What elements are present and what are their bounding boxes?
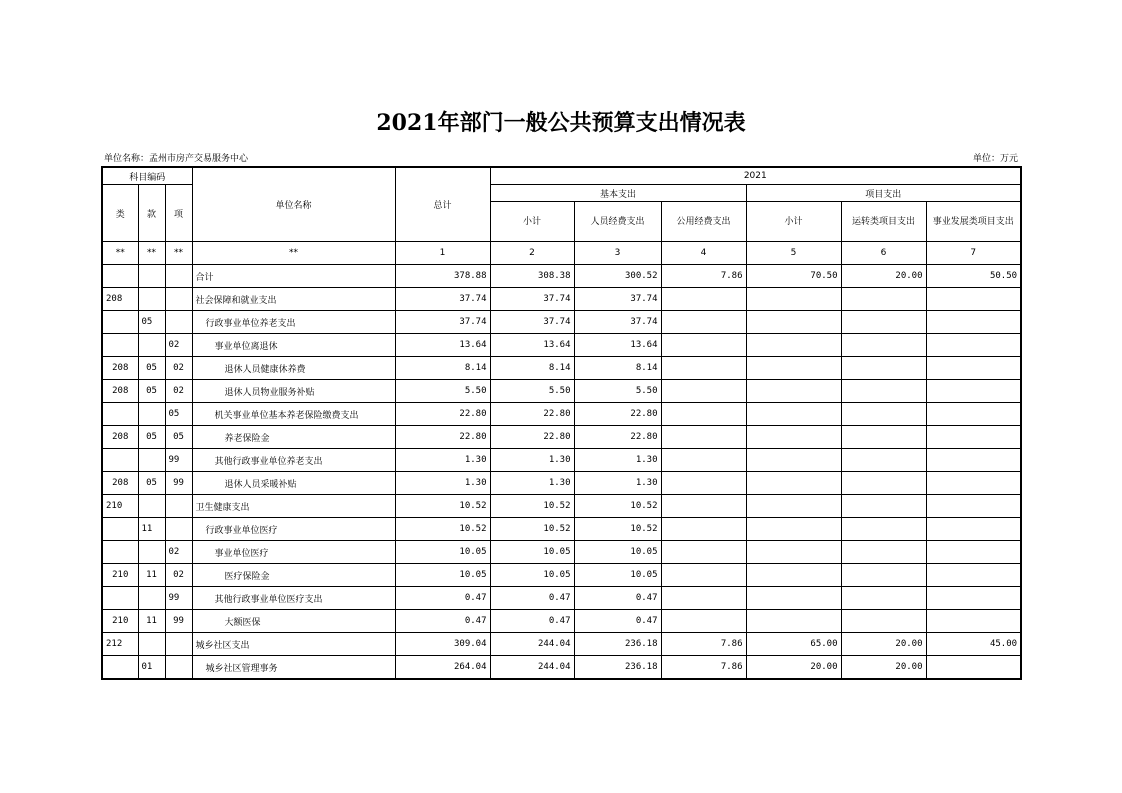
total-cell: 22.80 <box>395 403 490 426</box>
basic-subtotal-cell: 10.05 <box>490 541 574 564</box>
total-cell: 0.47 <box>395 610 490 633</box>
transfer-project-cell: 20.00 <box>841 265 926 288</box>
table-row <box>102 610 1021 633</box>
xiang-code-cell <box>165 495 192 518</box>
transfer-project-cell <box>841 610 926 633</box>
xiang-code-cell: 05 <box>165 403 192 426</box>
personnel-expense-cell: 8.14 <box>574 357 661 380</box>
project-subtotal-cell <box>746 564 841 587</box>
public-expense-cell: 7.86 <box>661 265 746 288</box>
basic-subtotal-cell: 10.52 <box>490 518 574 541</box>
transfer-project-cell <box>841 518 926 541</box>
index-row <box>102 242 1021 265</box>
lei-code-cell <box>102 311 138 334</box>
transfer-project-cell <box>841 587 926 610</box>
lei-header: 类 <box>102 185 138 242</box>
public-expense-cell <box>661 587 746 610</box>
lei-code-cell: 208 <box>102 472 138 495</box>
index-cell: 2 <box>490 242 574 265</box>
unit-name-header: 单位名称 <box>192 167 395 242</box>
public-expense-cell <box>661 449 746 472</box>
index-cell: 7 <box>926 242 1021 265</box>
table-row <box>102 265 1021 288</box>
table-row <box>102 380 1021 403</box>
transfer-project-cell <box>841 403 926 426</box>
basic-subtotal-header: 小计 <box>490 202 574 242</box>
development-project-cell <box>926 656 1021 680</box>
kuan-code-cell: 01 <box>138 656 165 680</box>
personnel-expense-cell: 5.50 <box>574 380 661 403</box>
total-cell: 10.52 <box>395 495 490 518</box>
table-row <box>102 403 1021 426</box>
total-cell: 5.50 <box>395 380 490 403</box>
public-expense-cell <box>661 518 746 541</box>
personnel-expense-cell: 10.05 <box>574 541 661 564</box>
currency-unit-label: 单位：万元 <box>972 154 1018 164</box>
table-row <box>102 518 1021 541</box>
transfer-project-cell <box>841 564 926 587</box>
index-cell: ** <box>165 242 192 265</box>
basic-subtotal-cell: 244.04 <box>490 633 574 656</box>
total-cell: 22.80 <box>395 426 490 449</box>
total-cell: 37.74 <box>395 311 490 334</box>
development-project-cell <box>926 334 1021 357</box>
basic-expense-header: 基本支出 <box>490 185 746 202</box>
xiang-code-cell: 02 <box>165 380 192 403</box>
project-subtotal-cell <box>746 541 841 564</box>
transfer-project-cell: 20.00 <box>841 656 926 680</box>
project-subtotal-cell <box>746 518 841 541</box>
table-row <box>102 495 1021 518</box>
table-row <box>102 288 1021 311</box>
xiang-code-cell: 05 <box>165 426 192 449</box>
table-row <box>102 472 1021 495</box>
row-name-cell: 城乡社区管理事务 <box>192 656 395 680</box>
development-project-cell <box>926 472 1021 495</box>
personnel-expense-cell: 22.80 <box>574 426 661 449</box>
development-project-cell <box>926 541 1021 564</box>
total-cell: 10.05 <box>395 541 490 564</box>
basic-subtotal-cell: 10.05 <box>490 564 574 587</box>
index-cell: ** <box>192 242 395 265</box>
basic-subtotal-cell: 13.64 <box>490 334 574 357</box>
kuan-code-cell: 11 <box>138 564 165 587</box>
total-cell: 1.30 <box>395 449 490 472</box>
public-expense-cell <box>661 426 746 449</box>
public-expense-cell <box>661 610 746 633</box>
personnel-expense-cell: 300.52 <box>574 265 661 288</box>
transfer-project-cell <box>841 288 926 311</box>
kuan-code-cell <box>138 288 165 311</box>
xiang-code-cell <box>165 288 192 311</box>
lei-code-cell <box>102 334 138 357</box>
transfer-project-cell <box>841 311 926 334</box>
personnel-expense-header: 人员经费支出 <box>574 202 661 242</box>
transfer-project-cell <box>841 334 926 357</box>
basic-subtotal-cell: 5.50 <box>490 380 574 403</box>
row-name-cell: 退休人员物业服务补贴 <box>192 380 395 403</box>
index-cell: 3 <box>574 242 661 265</box>
development-project-cell <box>926 495 1021 518</box>
basic-subtotal-cell: 22.80 <box>490 426 574 449</box>
development-project-cell <box>926 449 1021 472</box>
project-subtotal-cell: 65.00 <box>746 633 841 656</box>
transfer-project-cell <box>841 472 926 495</box>
kuan-code-cell <box>138 334 165 357</box>
index-cell: 6 <box>841 242 926 265</box>
index-cell: 4 <box>661 242 746 265</box>
transfer-project-cell <box>841 541 926 564</box>
lei-code-cell: 208 <box>102 426 138 449</box>
budget-table <box>101 166 1022 680</box>
row-name-cell: 合计 <box>192 265 395 288</box>
total-header: 总计 <box>395 167 490 242</box>
development-project-cell <box>926 610 1021 633</box>
lei-code-cell: 210 <box>102 495 138 518</box>
lei-code-cell <box>102 518 138 541</box>
row-name-cell: 其他行政事业单位医疗支出 <box>192 587 395 610</box>
development-project-cell <box>926 311 1021 334</box>
table-row <box>102 426 1021 449</box>
transfer-project-cell <box>841 380 926 403</box>
development-project-cell <box>926 587 1021 610</box>
lei-code-cell <box>102 587 138 610</box>
project-subtotal-cell <box>746 495 841 518</box>
basic-subtotal-cell: 0.47 <box>490 610 574 633</box>
kuan-code-cell: 11 <box>138 610 165 633</box>
lei-code-cell: 210 <box>102 564 138 587</box>
transfer-project-cell <box>841 426 926 449</box>
kuan-code-cell <box>138 495 165 518</box>
basic-subtotal-cell: 308.38 <box>490 265 574 288</box>
total-cell: 0.47 <box>395 587 490 610</box>
lei-code-cell <box>102 265 138 288</box>
row-name-cell: 机关事业单位基本养老保险缴费支出 <box>192 403 395 426</box>
public-expense-cell <box>661 357 746 380</box>
table-row <box>102 449 1021 472</box>
kuan-code-cell: 11 <box>138 518 165 541</box>
development-project-cell: 45.00 <box>926 633 1021 656</box>
public-expense-cell <box>661 288 746 311</box>
kuan-code-cell <box>138 449 165 472</box>
xiang-code-cell: 99 <box>165 587 192 610</box>
project-subtotal-cell <box>746 449 841 472</box>
basic-subtotal-cell: 0.47 <box>490 587 574 610</box>
basic-subtotal-cell: 22.80 <box>490 403 574 426</box>
project-subtotal-cell <box>746 610 841 633</box>
xiang-code-cell: 02 <box>165 334 192 357</box>
public-expense-cell <box>661 403 746 426</box>
total-cell: 1.30 <box>395 472 490 495</box>
personnel-expense-cell: 1.30 <box>574 472 661 495</box>
project-subtotal-cell <box>746 288 841 311</box>
project-subtotal-cell <box>746 334 841 357</box>
kuan-code-cell <box>138 587 165 610</box>
lei-code-cell: 208 <box>102 288 138 311</box>
xiang-code-cell <box>165 656 192 680</box>
total-cell: 8.14 <box>395 357 490 380</box>
public-expense-cell: 7.86 <box>661 656 746 680</box>
personnel-expense-cell: 0.47 <box>574 610 661 633</box>
xiang-code-cell <box>165 311 192 334</box>
kuan-code-cell: 05 <box>138 311 165 334</box>
xiang-code-cell: 02 <box>165 357 192 380</box>
transfer-project-cell <box>841 495 926 518</box>
public-expense-cell <box>661 334 746 357</box>
xiang-header: 项 <box>165 185 192 242</box>
row-name-cell: 医疗保险金 <box>192 564 395 587</box>
project-subtotal-cell <box>746 426 841 449</box>
lei-code-cell <box>102 656 138 680</box>
kuan-code-cell <box>138 403 165 426</box>
table-row <box>102 311 1021 334</box>
public-expense-cell <box>661 311 746 334</box>
basic-subtotal-cell: 8.14 <box>490 357 574 380</box>
kuan-code-cell: 05 <box>138 380 165 403</box>
kuan-code-cell <box>138 541 165 564</box>
personnel-expense-cell: 10.52 <box>574 518 661 541</box>
year-header: 2021 <box>490 167 1021 185</box>
project-subtotal-cell <box>746 311 841 334</box>
public-expense-cell <box>661 495 746 518</box>
personnel-expense-cell: 1.30 <box>574 449 661 472</box>
lei-code-cell: 208 <box>102 380 138 403</box>
xiang-code-cell: 99 <box>165 610 192 633</box>
table-header <box>102 167 1021 265</box>
table-row <box>102 541 1021 564</box>
xiang-code-cell <box>165 633 192 656</box>
basic-subtotal-cell: 10.52 <box>490 495 574 518</box>
row-name-cell: 事业单位医疗 <box>192 541 395 564</box>
lei-code-cell: 212 <box>102 633 138 656</box>
public-expense-cell: 7.86 <box>661 633 746 656</box>
development-project-cell <box>926 357 1021 380</box>
xiang-code-cell: 02 <box>165 564 192 587</box>
unit-name-label: 单位名称：孟州市房产交易服务中心 <box>104 154 249 164</box>
project-subtotal-cell <box>746 587 841 610</box>
table-row <box>102 633 1021 656</box>
personnel-expense-cell: 10.05 <box>574 564 661 587</box>
transfer-project-cell <box>841 357 926 380</box>
row-name-cell: 大额医保 <box>192 610 395 633</box>
public-expense-cell <box>661 541 746 564</box>
project-subtotal-cell: 70.50 <box>746 265 841 288</box>
transfer-project-cell: 20.00 <box>841 633 926 656</box>
personnel-expense-cell: 236.18 <box>574 656 661 680</box>
kuan-header: 款 <box>138 185 165 242</box>
xiang-code-cell <box>165 265 192 288</box>
basic-subtotal-cell: 1.30 <box>490 472 574 495</box>
index-cell: 1 <box>395 242 490 265</box>
row-name-cell: 其他行政事业单位养老支出 <box>192 449 395 472</box>
basic-subtotal-cell: 244.04 <box>490 656 574 680</box>
total-cell: 10.52 <box>395 518 490 541</box>
kuan-code-cell <box>138 633 165 656</box>
basic-subtotal-cell: 37.74 <box>490 288 574 311</box>
table-row <box>102 656 1021 680</box>
total-cell: 264.04 <box>395 656 490 680</box>
project-subtotal-cell: 20.00 <box>746 656 841 680</box>
xiang-code-cell <box>165 518 192 541</box>
personnel-expense-cell: 10.52 <box>574 495 661 518</box>
total-cell: 37.74 <box>395 288 490 311</box>
lei-code-cell <box>102 403 138 426</box>
row-name-cell: 社会保障和就业支出 <box>192 288 395 311</box>
table-row <box>102 334 1021 357</box>
personnel-expense-cell: 22.80 <box>574 403 661 426</box>
project-subtotal-cell <box>746 380 841 403</box>
transfer-project-cell <box>841 449 926 472</box>
table-row <box>102 587 1021 610</box>
index-cell: ** <box>102 242 138 265</box>
personnel-expense-cell: 236.18 <box>574 633 661 656</box>
project-subtotal-cell <box>746 403 841 426</box>
public-expense-cell <box>661 380 746 403</box>
index-cell: 5 <box>746 242 841 265</box>
row-name-cell: 事业单位离退休 <box>192 334 395 357</box>
personnel-expense-cell: 0.47 <box>574 587 661 610</box>
row-name-cell: 城乡社区支出 <box>192 633 395 656</box>
table-body <box>102 265 1021 680</box>
kuan-code-cell: 05 <box>138 426 165 449</box>
development-project-cell <box>926 426 1021 449</box>
xiang-code-cell: 02 <box>165 541 192 564</box>
row-name-cell: 退休人员采暖补贴 <box>192 472 395 495</box>
project-subtotal-header: 小计 <box>746 202 841 242</box>
development-project-cell <box>926 518 1021 541</box>
kuan-code-cell: 05 <box>138 472 165 495</box>
index-cell: ** <box>138 242 165 265</box>
project-subtotal-cell <box>746 357 841 380</box>
kuan-code-cell <box>138 265 165 288</box>
development-project-cell: 50.50 <box>926 265 1021 288</box>
row-name-cell: 卫生健康支出 <box>192 495 395 518</box>
basic-subtotal-cell: 1.30 <box>490 449 574 472</box>
public-expense-header: 公用经费支出 <box>661 202 746 242</box>
table-row <box>102 357 1021 380</box>
row-name-cell: 退休人员健康休养费 <box>192 357 395 380</box>
transfer-project-header: 运转类项目支出 <box>841 202 926 242</box>
total-cell: 10.05 <box>395 564 490 587</box>
kuan-code-cell: 05 <box>138 357 165 380</box>
lei-code-cell: 210 <box>102 610 138 633</box>
basic-subtotal-cell: 37.74 <box>490 311 574 334</box>
lei-code-cell <box>102 541 138 564</box>
project-expense-header: 项目支出 <box>746 185 1021 202</box>
development-project-cell <box>926 564 1021 587</box>
public-expense-cell <box>661 564 746 587</box>
page-title: 2021年部门一般公共预算支出情况表 <box>376 110 746 136</box>
total-cell: 309.04 <box>395 633 490 656</box>
project-subtotal-cell <box>746 472 841 495</box>
development-project-header: 事业发展类项目支出 <box>926 202 1021 242</box>
development-project-cell <box>926 403 1021 426</box>
total-cell: 378.88 <box>395 265 490 288</box>
subject-code-header: 科目编码 <box>102 167 192 185</box>
row-name-cell: 行政事业单位养老支出 <box>192 311 395 334</box>
row-name-cell: 行政事业单位医疗 <box>192 518 395 541</box>
table-row <box>102 564 1021 587</box>
personnel-expense-cell: 37.74 <box>574 311 661 334</box>
public-expense-cell <box>661 472 746 495</box>
lei-code-cell <box>102 449 138 472</box>
personnel-expense-cell: 37.74 <box>574 288 661 311</box>
development-project-cell <box>926 288 1021 311</box>
personnel-expense-cell: 13.64 <box>574 334 661 357</box>
xiang-code-cell: 99 <box>165 472 192 495</box>
lei-code-cell: 208 <box>102 357 138 380</box>
development-project-cell <box>926 380 1021 403</box>
total-cell: 13.64 <box>395 334 490 357</box>
row-name-cell: 养老保险金 <box>192 426 395 449</box>
xiang-code-cell: 99 <box>165 449 192 472</box>
